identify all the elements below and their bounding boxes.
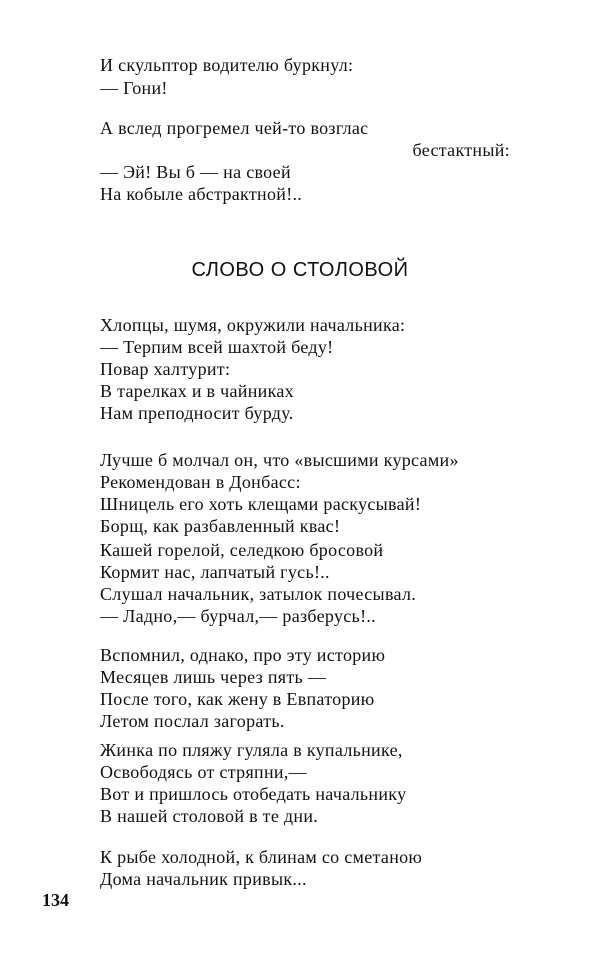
poem-title: СЛОВО О СТОЛОВОЙ [191,259,409,281]
page-number: 134 [42,890,69,910]
verse-line: Освободясь от стряпни,— [100,762,307,782]
verse-line: В нашей столовой в те дни. [100,806,319,826]
verse-line: — Ладно,— бурчал,— разберусь!.. [100,606,376,626]
verse-line: Кашей горелой, селедкою бросовой [100,540,384,560]
verse-line: Нам преподносит бурду. [100,403,294,423]
verse-line: А вслед прогремел чей-то возглас [100,118,369,138]
verse-line: К рыбе холодной, к блинам со сметаною [100,847,423,867]
verse-line: В тарелках и в чайниках [100,381,294,401]
verse-line: И скульптор водителю буркнул: [100,55,354,75]
verse-line: Хлопцы, шумя, окружили начальника: [100,315,406,335]
verse-line: Дома начальник привык... [100,869,307,889]
verse-line: Кормит нас, лапчатый гусь!.. [100,562,330,582]
verse-line: Месяцев лишь через пять — [100,667,327,687]
verse-line: На кобыле абстрактной!.. [100,184,303,204]
verse-line: Шницель его хоть клещами раскусывай! [100,494,422,514]
verse-line: Летом послал загорать. [100,711,285,731]
verse-line: Повар халтурит: [100,359,231,379]
verse-line: Лучше б молчал он, что «высшими курсами» [100,450,459,470]
verse-line: Вспомнил, однако, про эту историю [100,645,386,665]
verse-line: — Эй! Вы б — на своей [100,162,291,182]
verse-line: Рекомендован в Донбасс: [100,472,301,492]
verse-line: — Терпим всей шахтой беду! [100,337,334,357]
verse-line: — Гони! [100,78,168,98]
verse-line: Жинка по пляжу гуляла в купальнике, [100,740,403,760]
verse-line: Борщ, как разбавленный квас! [100,516,341,536]
verse-line: Вот и пришлось отобедать начальнику [100,784,407,804]
verse-line: После того, как жену в Евпаторию [100,689,375,709]
verse-line: бестактный: [412,140,510,160]
verse-line: Слушал начальник, затылок почесывал. [100,584,417,604]
